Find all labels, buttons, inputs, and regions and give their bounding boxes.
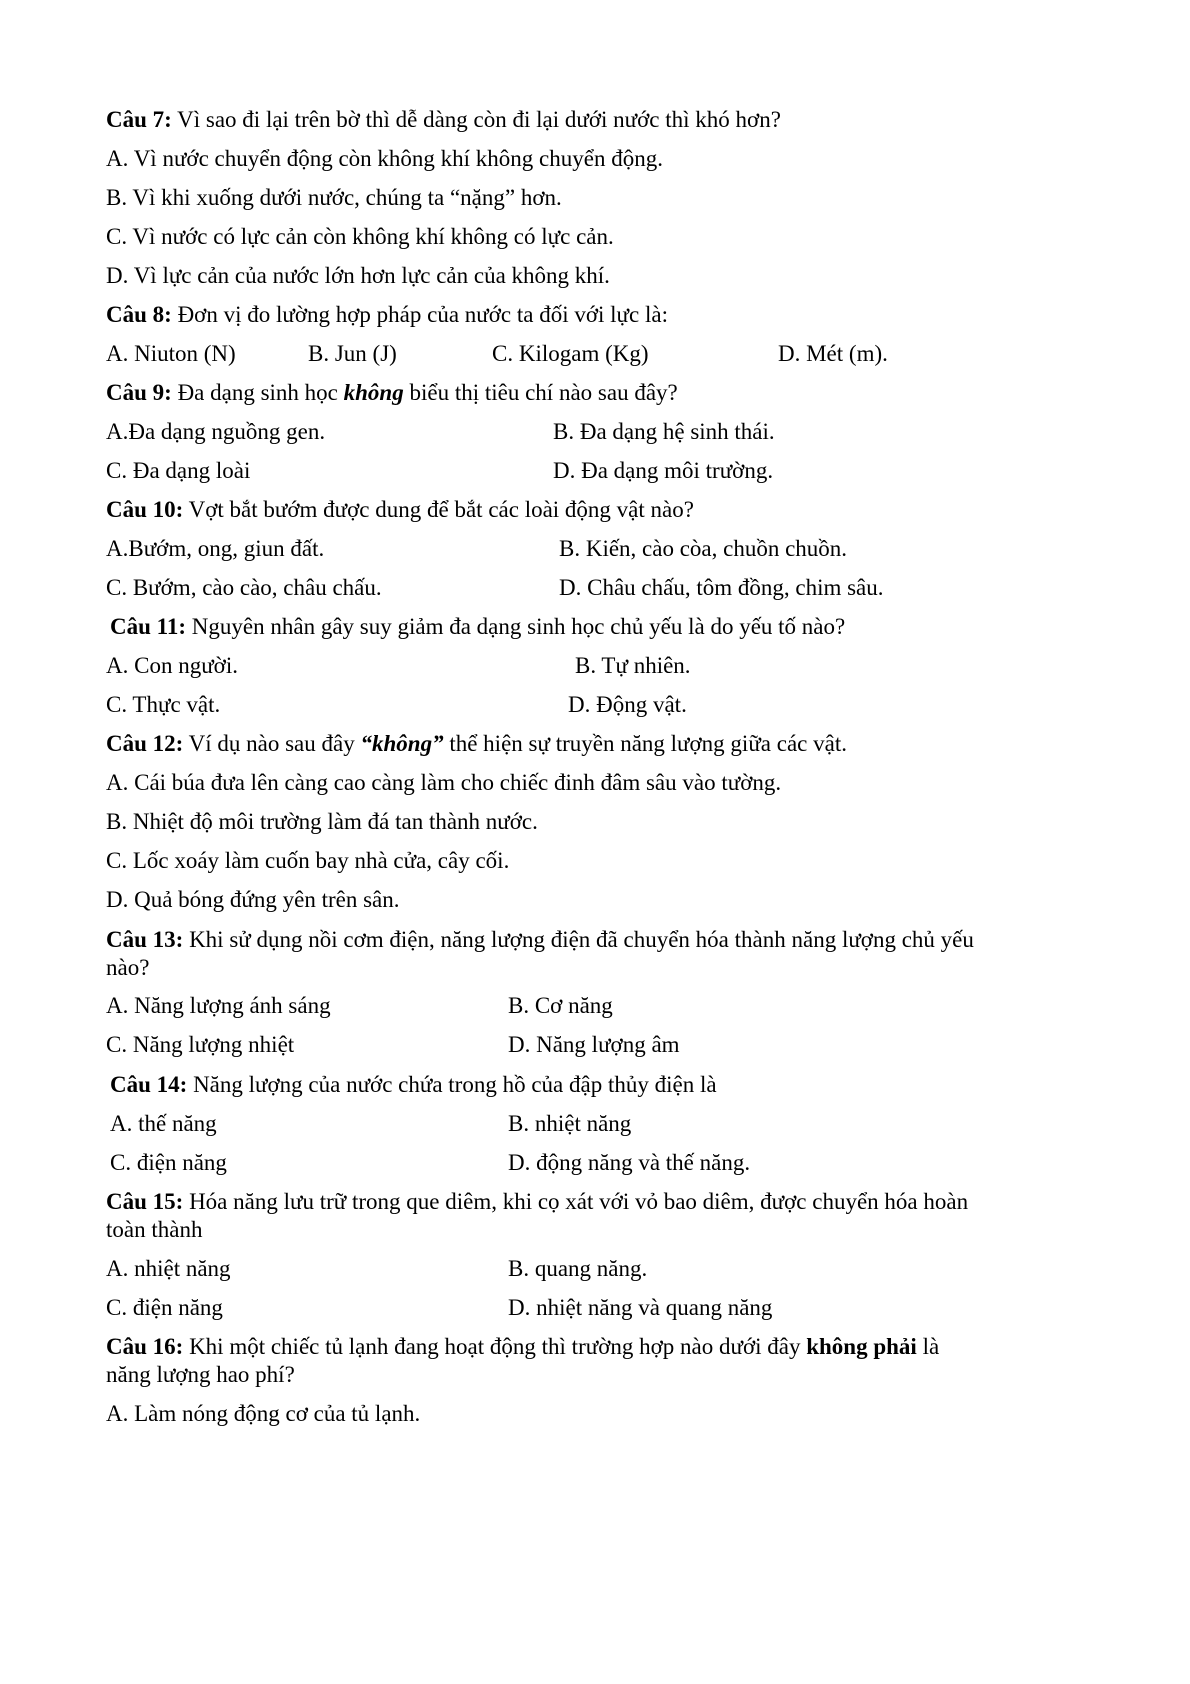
option: D. Châu chấu, tôm đồng, chim sâu. <box>559 575 884 600</box>
option: A. thế năng <box>110 1111 217 1136</box>
question-label: Câu 12: <box>106 731 184 756</box>
question-label: Câu 7: <box>106 107 172 132</box>
option: A. Con người. <box>106 653 238 678</box>
emphasis-text: không <box>343 380 404 405</box>
question-text: Vợt bắt bướm được dung để bắt các loài động vật nào? <box>183 497 694 522</box>
question-label: Câu 13: <box>106 927 184 952</box>
option: D. động năng và thế năng. <box>508 1150 751 1175</box>
question-text: thể hiện sự truyền năng lượng giữa các vật. <box>443 731 847 756</box>
question-15 <box>106 1188 968 1216</box>
question-label: Câu 8: <box>106 302 172 327</box>
question-9 <box>106 379 678 407</box>
question-text: Khi một chiếc tủ lạnh đang hoạt động thì trường hợp nào dưới đây <box>183 1334 807 1359</box>
option: A. Làm nóng động cơ của tủ lạnh. <box>106 1401 421 1426</box>
option: B. quang năng. <box>508 1256 648 1281</box>
question-13 <box>106 926 974 954</box>
option: B. Cơ năng <box>508 993 613 1018</box>
option: C. Thực vật. <box>106 692 221 717</box>
option: C. Lốc xoáy làm cuốn bay nhà cửa, cây cối. <box>106 848 510 873</box>
option: D. Mét (m). <box>778 341 888 366</box>
emphasis-text: không phải <box>806 1334 917 1359</box>
question-text: Nguyên nhân gây suy giảm đa dạng sinh học chủ yếu là do yếu tố nào? <box>186 614 846 639</box>
question-label: Câu 10: <box>106 497 184 522</box>
question-text: Năng lượng của nước chứa trong hồ của đập thủy điện là <box>187 1072 717 1097</box>
option: B. Kiến, cào còa, chuồn chuồn. <box>559 536 848 561</box>
question-10 <box>106 496 694 524</box>
option: A. nhiệt năng <box>106 1256 231 1281</box>
option: C. Vì nước có lực cản còn không khí không có lực cản. <box>106 224 614 249</box>
question-label: Câu 9: <box>106 380 172 405</box>
question-text-continued: nào? <box>106 955 150 980</box>
question-12 <box>106 730 847 758</box>
option: C. Đa dạng loài <box>106 458 251 483</box>
option: D. Quả bóng đứng yên trên sân. <box>106 887 400 912</box>
question-text: Đa dạng sinh học <box>171 380 344 405</box>
question-label: Câu 15: <box>106 1189 184 1214</box>
option: D. Đa dạng môi trường. <box>553 458 774 483</box>
option: B. Tự nhiên. <box>575 653 691 678</box>
option: A. Năng lượng ánh sáng <box>106 993 331 1018</box>
option: A.Bướm, ong, giun đất. <box>106 536 325 561</box>
question-7 <box>106 106 781 134</box>
option: A. Vì nước chuyển động còn không khí không chuyển động. <box>106 146 663 171</box>
option: C. Năng lượng nhiệt <box>106 1032 295 1057</box>
question-16 <box>106 1333 939 1361</box>
option: A. Cái búa đưa lên càng cao càng làm cho chiếc đinh đâm sâu vào tường. <box>106 770 782 795</box>
option: D. Động vật. <box>568 692 687 717</box>
question-text: Ví dụ nào sau đây <box>183 731 361 756</box>
option: B. Đa dạng hệ sinh thái. <box>553 419 775 444</box>
question-label: Câu 11: <box>110 614 187 639</box>
option: D. nhiệt năng và quang năng <box>508 1295 773 1320</box>
option: C. điện năng <box>106 1295 223 1320</box>
option: B. Vì khi xuống dưới nước, chúng ta “nặng” hơn. <box>106 185 562 210</box>
emphasis-text: “không” <box>360 731 444 756</box>
question-14 <box>110 1071 717 1099</box>
question-text: Khi sử dụng nồi cơm điện, năng lượng điện đã chuyển hóa thành năng lượng chủ yếu <box>183 927 974 952</box>
option: A.Đa dạng nguồng gen. <box>106 419 326 444</box>
option: D. Vì lực cản của nước lớn hơn lực cản của không khí. <box>106 263 610 288</box>
question-text: là <box>916 1334 940 1359</box>
option: C. Bướm, cào cào, châu chấu. <box>106 575 382 600</box>
question-text-continued: toàn thành <box>106 1217 203 1242</box>
question-11 <box>110 613 845 641</box>
question-8 <box>106 301 668 329</box>
question-text: Hóa năng lưu trữ trong que diêm, khi cọ xát với vỏ bao diêm, được chuyển hóa hoàn <box>183 1189 969 1214</box>
option: C. Kilogam (Kg) <box>492 341 649 366</box>
question-label: Câu 16: <box>106 1334 184 1359</box>
option: B. Nhiệt độ môi trường làm đá tan thành nước. <box>106 809 538 834</box>
question-text-continued: năng lượng hao phí? <box>106 1362 295 1387</box>
question-text: biểu thị tiêu chí nào sau đây? <box>403 380 678 405</box>
option: A. Niuton (N) <box>106 341 236 366</box>
question-text: Đơn vị đo lường hợp pháp của nước ta đối với lực là: <box>171 302 668 327</box>
option: B. Jun (J) <box>308 341 397 366</box>
option: B. nhiệt năng <box>508 1111 632 1136</box>
question-label: Câu 14: <box>110 1072 188 1097</box>
option: C. điện năng <box>110 1150 227 1175</box>
option: D. Năng lượng âm <box>508 1032 680 1057</box>
question-text: Vì sao đi lại trên bờ thì dễ dàng còn đi lại dưới nước thì khó hơn? <box>171 107 781 132</box>
